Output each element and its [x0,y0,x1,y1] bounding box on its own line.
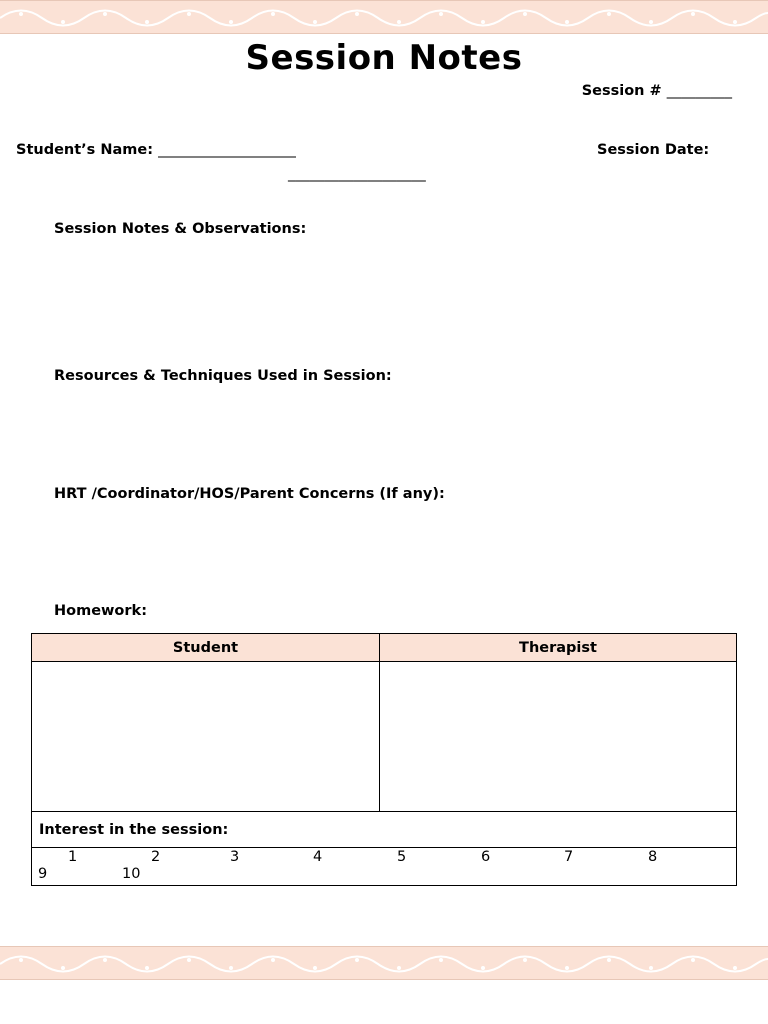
table-row [32,812,737,848]
section-notes-heading: Session Notes & Observations: [54,221,307,237]
scale-option-5[interactable]: 5 [397,849,407,865]
session-number-label: Session # [581,83,662,99]
table-row [32,848,737,886]
student-name-label: Student’s Name: [16,142,154,158]
table-row [32,662,737,812]
section-resources-heading: Resources & Techniques Used in Session: [54,368,392,384]
student-homework-cell[interactable] [32,662,380,812]
homework-table [31,633,737,886]
session-date-label: Session Date: [597,142,710,158]
scale-option-3[interactable]: 3 [230,849,240,865]
session-date-blank[interactable]: ___________________ [288,166,426,182]
decorative-bottom-border [0,946,768,980]
therapist-column-header: Therapist [380,634,737,662]
therapist-homework-cell[interactable] [380,662,737,812]
interest-label: Interest in the session: [32,812,737,848]
scale-option-8[interactable]: 8 [648,849,658,865]
page-title: Session Notes [245,38,523,78]
scale-option-6[interactable]: 6 [481,849,491,865]
student-name-field[interactable] [16,142,296,158]
section-concerns-heading: HRT /Coordinator/HOS/Parent Concerns (If any): [54,486,445,502]
student-column-header: Student [32,634,380,662]
section-homework-heading: Homework: [54,603,147,619]
table-header-row [32,634,737,662]
session-number-blank: _________ [666,83,732,99]
scale-option-1[interactable]: 1 [68,849,78,865]
scale-option-9[interactable]: 9 [38,866,48,882]
scale-option-10[interactable]: 10 [122,866,141,882]
wave-border-icon [0,1,768,33]
scale-option-2[interactable]: 2 [151,849,161,865]
wave-border-icon [0,947,768,979]
session-number-field[interactable] [582,83,732,99]
decorative-top-border [0,0,768,34]
interest-scale [32,848,737,886]
scale-option-4[interactable]: 4 [313,849,323,865]
student-name-blank: ___________________ [158,142,296,158]
scale-option-7[interactable]: 7 [564,849,574,865]
